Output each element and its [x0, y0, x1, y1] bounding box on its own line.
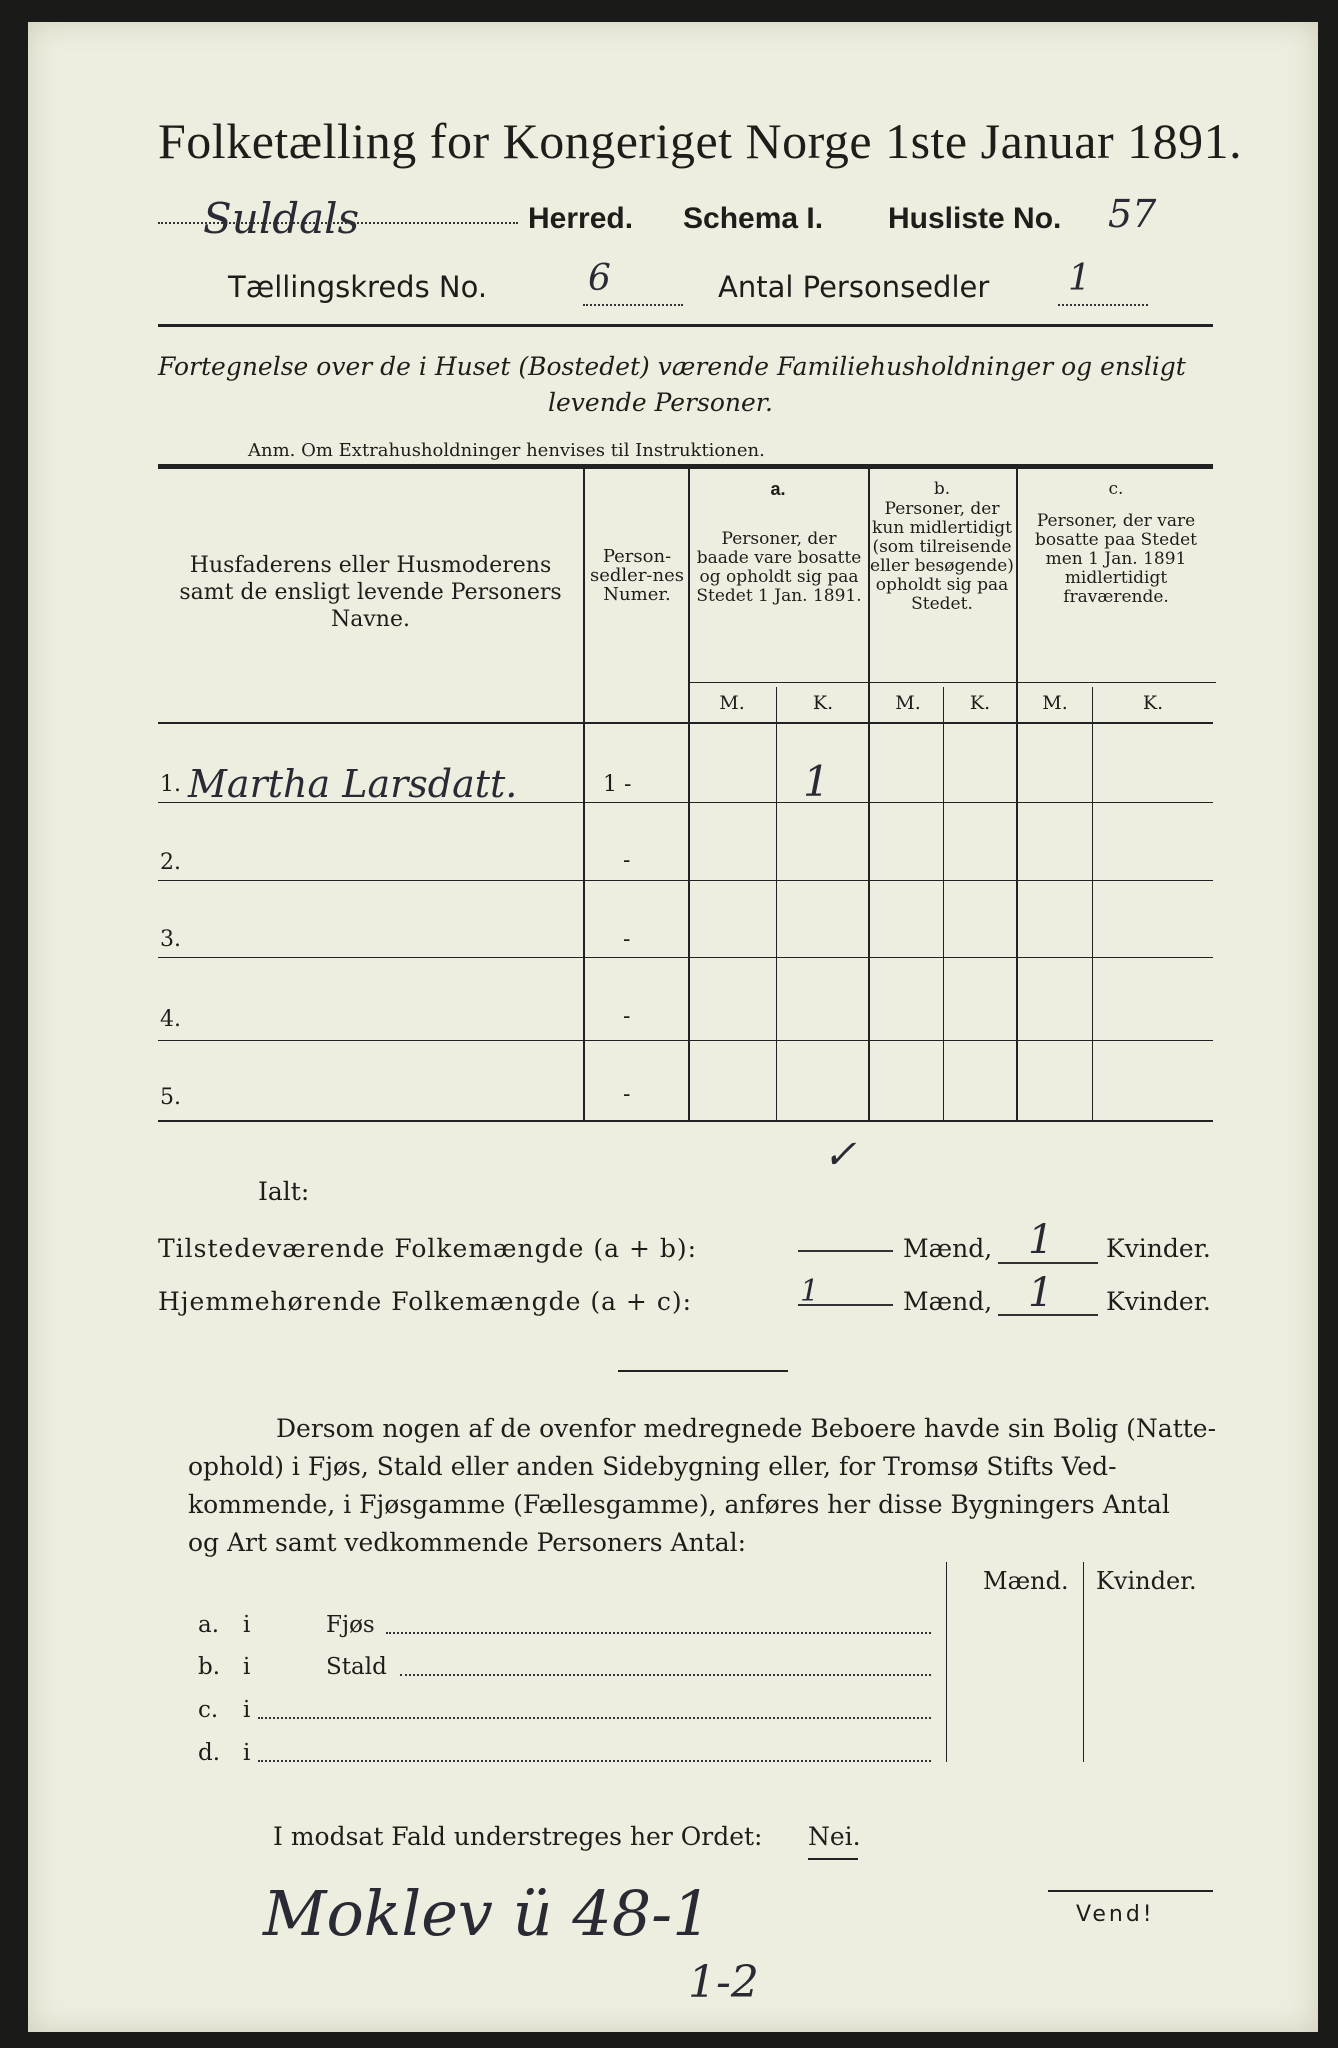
col-c-header: Personer, der vare bosatte paa Stedet men 1 Jan. 1891 midlertidigt fraværende. — [1035, 511, 1197, 607]
ialt-label: Ialt: — [258, 1177, 310, 1206]
hjemme-maend-line — [998, 1314, 1098, 1316]
a-m-label: M. — [719, 692, 745, 714]
hjemme-label: Hjemmehørende Folkemængde (a + c): — [158, 1287, 692, 1316]
buildings-divider-1 — [946, 1562, 947, 1762]
c-m-label: M. — [1042, 692, 1068, 714]
form-title: Folketælling for Kongeriget Norge 1ste Januar 1891. — [158, 113, 1243, 169]
b-k-label: K. — [969, 692, 991, 714]
col-divider-2 — [688, 469, 690, 1122]
para-line-1: Dersom nogen af de ovenfor medregnede Beboere havde sin Bolig (Natte- — [276, 1414, 1217, 1443]
building-c-prep: i — [243, 1697, 251, 1723]
tilstede-blank-line — [798, 1250, 893, 1252]
personsedler-dotted-line — [1058, 304, 1148, 306]
building-b-prep: i — [243, 1654, 251, 1680]
tilstede-maend-line — [998, 1262, 1098, 1264]
table-bottom-rule — [158, 1120, 1213, 1122]
vend-label: Vend! — [1076, 1902, 1155, 1927]
col-a-letter: a. — [770, 479, 786, 499]
intro-line-2: levende Personer. — [548, 388, 773, 417]
building-a-prep: i — [243, 1612, 251, 1638]
husliste-label: Husliste No. — [888, 202, 1062, 235]
nei-sentence: I modsat Fald understreges her Ordet: — [273, 1822, 763, 1851]
row-2-nummer: - — [623, 848, 631, 873]
handwritten-note-line-1: Moklev ü 48-1 — [263, 1877, 712, 1950]
table-top-rule — [158, 464, 1213, 469]
row-1-a-k: 1 — [803, 757, 830, 806]
building-a-dots — [386, 1632, 931, 1634]
vend-rule — [1048, 1890, 1213, 1892]
nei-underline — [808, 1858, 858, 1860]
b-mk-divider — [943, 687, 944, 1122]
herred-value: Suldals — [203, 194, 360, 243]
check-mark: ✓ — [823, 1132, 857, 1178]
b-m-label: M. — [895, 692, 921, 714]
row-4-number: 4. — [160, 1007, 181, 1032]
a-k-label: K. — [812, 692, 834, 714]
table-header-rule — [158, 722, 1213, 724]
personsedler-label: Antal Personsedler — [718, 270, 990, 304]
building-b-letter: b. — [198, 1654, 221, 1680]
building-d-dots — [258, 1760, 931, 1762]
herred-dotted-line — [158, 222, 518, 224]
tilstede-kvinder-label: Kvinder. — [1106, 1234, 1211, 1263]
mk-top-rule — [688, 682, 1216, 683]
buildings-kvinder-header: Kvinder. — [1096, 1567, 1197, 1595]
building-a-name: Fjøs — [326, 1612, 375, 1638]
census-form-page — [28, 22, 1318, 2032]
para-line-4: og Art samt vedkommende Personers Antal: — [188, 1528, 747, 1557]
tilstede-label: Tilstedeværende Folkemængde (a + b): — [158, 1234, 698, 1263]
hjemme-kvinder-label: Kvinder. — [1106, 1287, 1211, 1316]
col-names-header: Husfaderens eller Husmoderens samt de ensligt levende Personers Navne. — [179, 553, 562, 632]
c-k-label: K. — [1142, 692, 1164, 714]
row-1-name: Martha Larsdatt. — [188, 762, 518, 806]
kreds-dotted-line — [583, 304, 683, 306]
col-divider-4 — [1016, 469, 1018, 1122]
building-c-letter: c. — [198, 1697, 219, 1723]
row-rule-4 — [158, 1040, 1213, 1041]
para-line-2: ophold) i Fjøs, Stald eller anden Sidebygning eller, for Tromsø Stifts Ved- — [188, 1452, 1117, 1481]
row-3-number: 3. — [160, 927, 181, 952]
row-1-number: 1. — [160, 772, 181, 797]
herred-label: Herred. — [528, 202, 634, 235]
col-b-header: Personer, der kun midlertidigt (som tilreisende eller besøgende) opholdt sig paa Stedet. — [870, 499, 1014, 614]
a-mk-divider — [776, 687, 777, 1122]
row-4-nummer: - — [623, 1004, 631, 1029]
kreds-value: 6 — [588, 258, 611, 299]
c-mk-divider — [1092, 687, 1093, 1122]
husliste-value: 57 — [1108, 192, 1157, 236]
building-c-dots — [258, 1717, 931, 1719]
row-rule-2 — [158, 880, 1213, 881]
intro-line-1: Fortegnelse over de i Huset (Bostedet) værende Familiehusholdninger og ensligt — [158, 352, 1186, 381]
hjemme-blank-line — [798, 1304, 893, 1306]
personsedler-value: 1 — [1068, 258, 1091, 299]
schema-label: Schema I. — [683, 202, 824, 235]
col-nummer-header: Person-sedler-nes Numer. — [590, 546, 684, 605]
hjemme-prefix-value: 1 — [800, 1274, 820, 1309]
row-2-number: 2. — [160, 850, 181, 875]
col-divider-1 — [583, 469, 585, 1122]
buildings-maend-header: Mænd. — [983, 1567, 1069, 1595]
col-b-letter: b. — [933, 479, 951, 499]
anm-note: Anm. Om Extrahusholdninger henvises til Instruktionen. — [248, 440, 765, 461]
col-a-header: Personer, der baade vare bosatte og opholdt sig paa Stedet 1 Jan. 1891. — [696, 529, 862, 606]
row-5-nummer: - — [623, 1082, 631, 1107]
handwritten-note-line-2: 1-2 — [688, 1957, 759, 2008]
row-3-nummer: - — [623, 927, 631, 952]
row-rule-3 — [158, 957, 1213, 958]
row-1-nummer: 1 - — [603, 772, 632, 797]
buildings-divider-2 — [1083, 1562, 1084, 1762]
tilstede-maend-label: Mænd, — [903, 1234, 993, 1263]
tilstede-maend-value: 1 — [1028, 1217, 1054, 1263]
building-d-prep: i — [243, 1740, 251, 1766]
building-d-letter: d. — [198, 1740, 221, 1766]
col-c-letter: c. — [1108, 479, 1124, 499]
building-b-dots — [400, 1674, 931, 1676]
separator-short-rule — [618, 1370, 788, 1372]
building-a-letter: a. — [198, 1612, 220, 1638]
building-b-name: Stald — [326, 1654, 387, 1680]
kreds-label: Tællingskreds No. — [228, 270, 488, 304]
header-rule — [158, 324, 1213, 327]
row-5-number: 5. — [160, 1085, 181, 1110]
nei-word: Nei. — [808, 1822, 861, 1851]
hjemme-maend-label: Mænd, — [903, 1287, 993, 1316]
hjemme-maend-value: 1 — [1028, 1270, 1054, 1316]
para-line-3: kommende, i Fjøsgamme (Fællesgamme), anføres her disse Bygningers Antal — [188, 1490, 1170, 1519]
